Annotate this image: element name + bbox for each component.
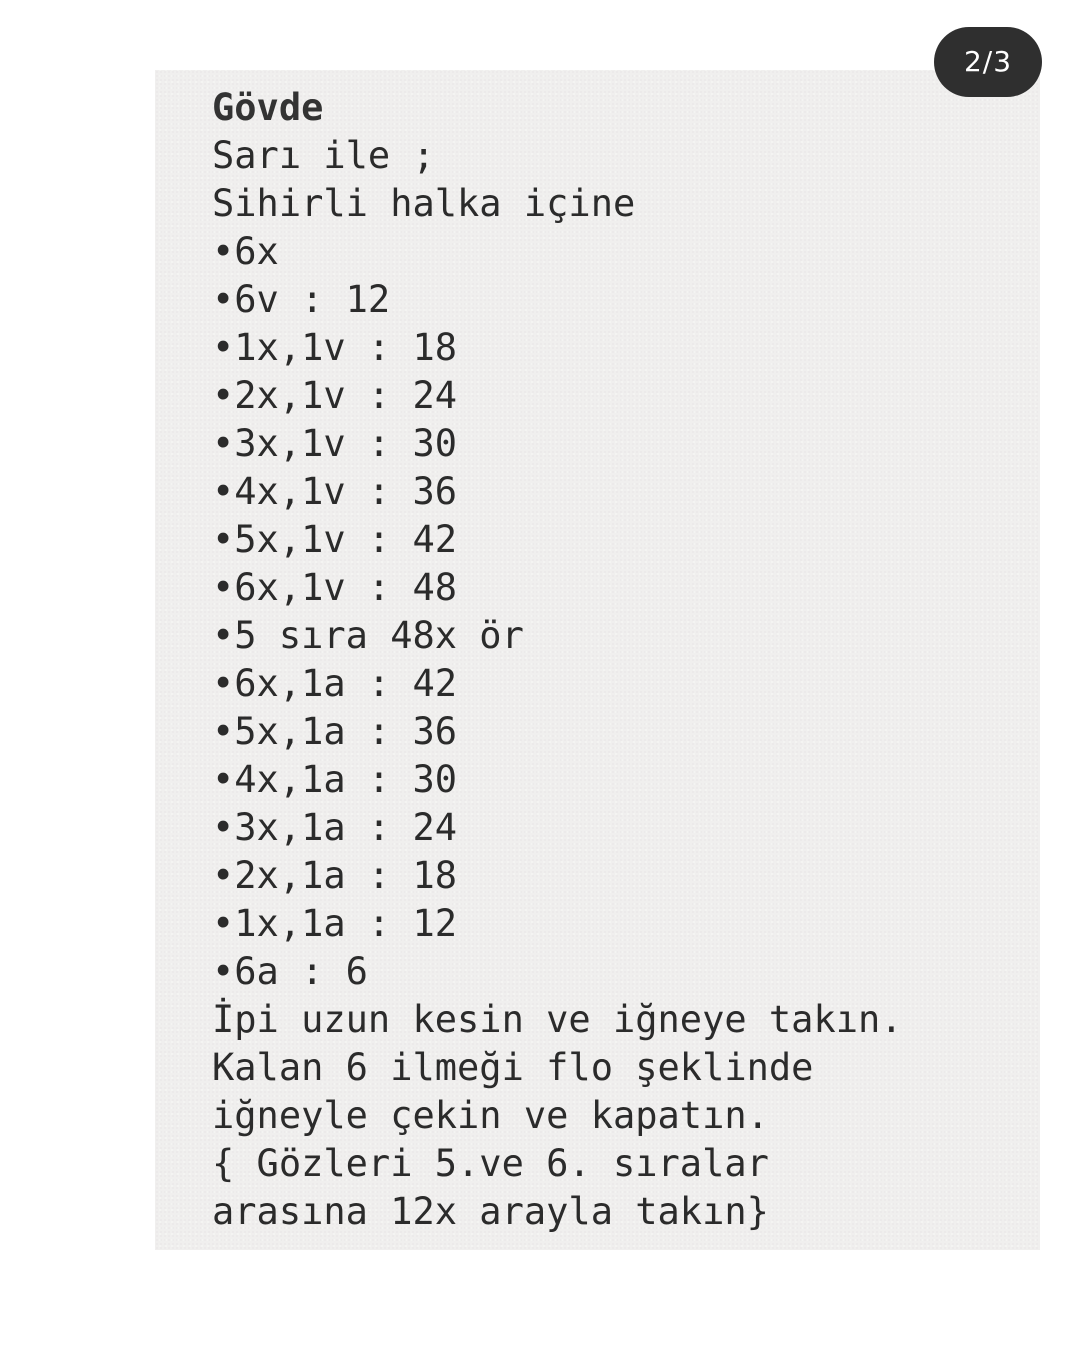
round-line: •3x,1a : 24 bbox=[212, 806, 458, 849]
round-line: •2x,1a : 18 bbox=[212, 854, 458, 897]
round-line: •5x,1v : 42 bbox=[212, 518, 458, 561]
round-line: •5 sıra 48x ör bbox=[212, 614, 524, 657]
pattern-text bbox=[212, 84, 903, 1236]
closing-line: arasına 12x arayla takın} bbox=[212, 1190, 769, 1233]
round-line: •6x,1v : 48 bbox=[212, 566, 458, 609]
closing-line: İpi uzun kesin ve iğneye takın. bbox=[212, 998, 903, 1041]
intro-line: Sihirli halka içine bbox=[212, 182, 636, 225]
closing-line: Kalan 6 ilmeği flo şeklinde bbox=[212, 1046, 814, 1089]
round-line: •1x,1a : 12 bbox=[212, 902, 458, 945]
round-line: •6a : 6 bbox=[212, 950, 368, 993]
intro-line: Sarı ile ; bbox=[212, 134, 435, 177]
round-line: •3x,1v : 30 bbox=[212, 422, 458, 465]
round-line: •5x,1a : 36 bbox=[212, 710, 458, 753]
closing-line: { Gözleri 5.ve 6. sıralar bbox=[212, 1142, 769, 1185]
round-line: •2x,1v : 24 bbox=[212, 374, 458, 417]
closing-line: iğneyle çekin ve kapatın. bbox=[212, 1094, 769, 1137]
page-indicator-badge: 2/3 bbox=[934, 27, 1042, 97]
round-line: •6x bbox=[212, 230, 279, 273]
round-line: •1x,1v : 18 bbox=[212, 326, 458, 369]
round-line: •4x,1a : 30 bbox=[212, 758, 458, 801]
round-line: •6x,1a : 42 bbox=[212, 662, 458, 705]
round-line: •4x,1v : 36 bbox=[212, 470, 458, 513]
section-title: Gövde bbox=[212, 86, 324, 129]
round-line: •6v : 12 bbox=[212, 278, 391, 321]
